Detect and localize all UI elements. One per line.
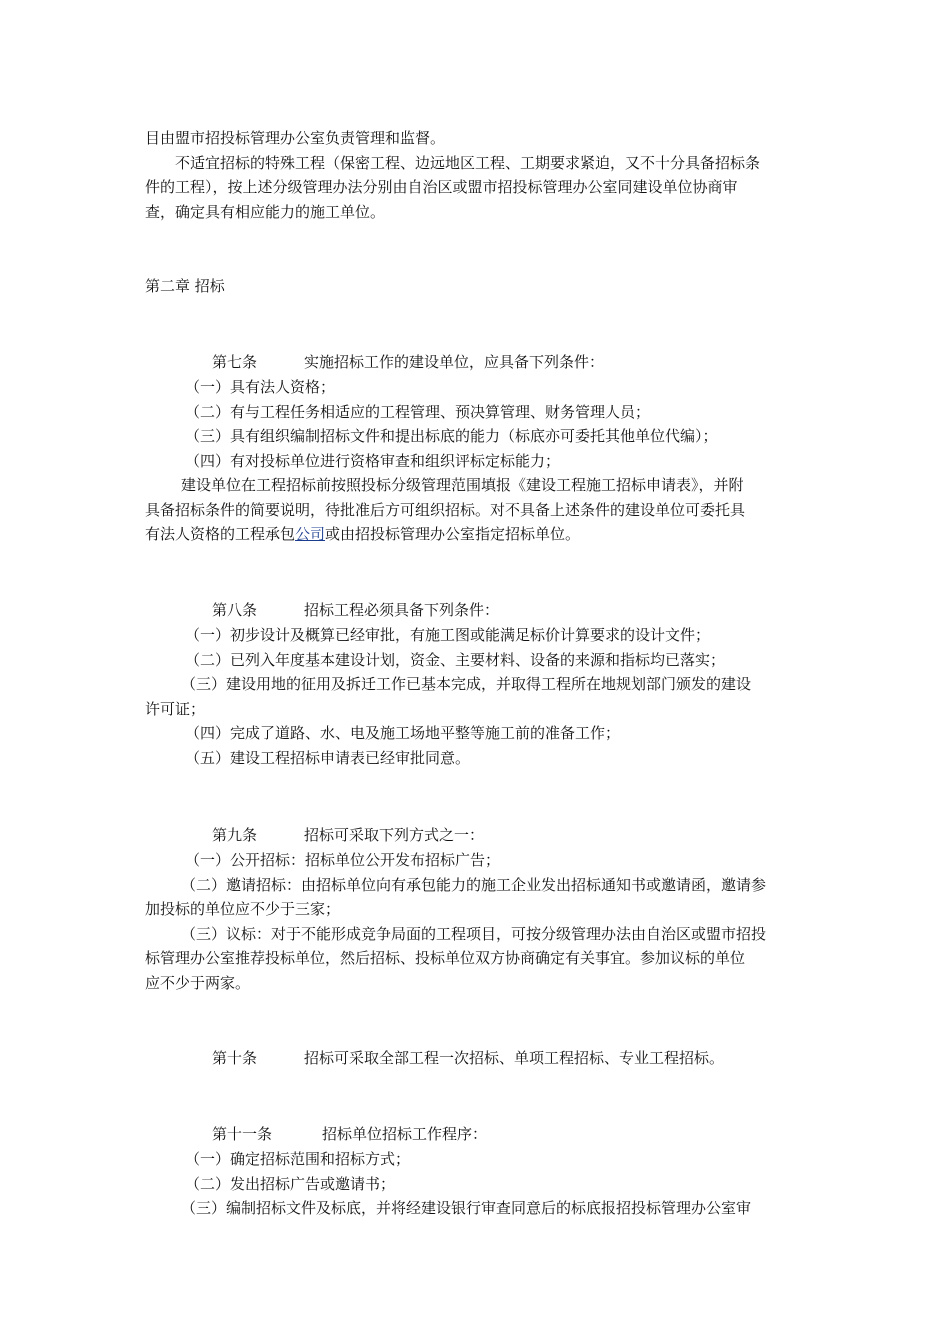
list-item: （三）具有组织编制招标文件和提出标底的能力（标底亦可委托其他单位代编）； — [185, 427, 718, 445]
paragraph-text: 有法人资格的工程承包 — [145, 525, 296, 543]
chapter-heading — [145, 274, 810, 299]
list-item-continued: 应不少于两家。 — [145, 973, 251, 992]
article-number: 第十一条 — [212, 1125, 273, 1143]
article-7-items — [145, 375, 810, 547]
chapter-title: 第二章 招标 — [145, 277, 225, 295]
list-item: （三）议标：对于不能形成竞争局面的工程项目，可按分级管理办法由自治区或盟市招投 — [181, 924, 767, 943]
list-item-continued: 标管理办公室推荐投标单位，然后招标、投标单位双方协商确定有关事宜。参加议标的单位 — [145, 949, 746, 967]
intro-line: 不适宜招标的特殊工程（保密工程、边远地区工程、工期要求紧迫，又不十分具备招标条 — [175, 153, 761, 172]
article-number: 第七条 — [212, 353, 258, 371]
company-link[interactable]: 公司 — [295, 525, 326, 543]
list-item: （五）建设工程招标申请表已经审批同意。 — [185, 748, 471, 767]
article-11-items — [145, 1147, 810, 1221]
list-item: （三）编制招标文件及标底，并将经建设银行审查同意后的标底报招投标管理办公室审 — [181, 1199, 752, 1217]
article-10-heading — [212, 1046, 724, 1071]
article-number: 第十条 — [212, 1049, 258, 1067]
article-8-items — [145, 623, 810, 770]
article-text: 招标单位招标工作程序： — [322, 1125, 488, 1143]
article-number: 第九条 — [212, 826, 258, 844]
list-item-continued: 加投标的单位应不少于三家； — [145, 900, 341, 918]
list-item-continued: 许可证； — [145, 699, 206, 718]
list-item: （二）有与工程任务相适应的工程管理、预决算管理、财务管理人员； — [185, 402, 651, 421]
list-item: （三）建设用地的征用及拆迁工作已基本完成，并取得工程所在地规划部门颁发的建设 — [181, 675, 752, 693]
paragraph-line — [145, 522, 810, 547]
paragraph-line: 建设单位在工程招标前按照投标分级管理范围填报《建设工程施工招标申请表》，并附 — [181, 476, 744, 494]
list-item: （一）确定招标范围和招标方式； — [185, 1150, 411, 1168]
list-item: （一）公开招标：招标单位公开发布招标广告； — [185, 851, 501, 869]
list-item: （二）发出招标广告或邀请书； — [185, 1174, 396, 1193]
article-number: 第八条 — [212, 601, 258, 619]
list-item: （一）具有法人资格； — [185, 378, 336, 396]
list-item: （二）已列入年度基本建设计划，资金、主要材料、设备的来源和指标均已落实； — [185, 650, 726, 669]
article-8-heading — [212, 598, 499, 623]
article-9-items — [145, 848, 810, 995]
paragraph-line: 具备招标条件的简要说明，待批准后方可组织招标。对不具备上述条件的建设单位可委托具 — [145, 500, 746, 519]
list-item: （四）有对投标单位进行资格审查和组织评标定标能力； — [185, 451, 561, 470]
article-11-heading — [212, 1122, 487, 1147]
article-text: 招标工程必须具备下列条件： — [304, 601, 500, 619]
intro-line: 目由盟市招投标管理办公室负责管理和监督。 — [145, 129, 446, 147]
list-item: （四）完成了道路、水、电及施工场地平整等施工前的准备工作； — [185, 724, 621, 742]
list-item: （二）邀请招标：由招标单位向有承包能力的施工企业发出招标通知书或邀请函，邀请参 — [181, 875, 767, 894]
article-7-heading — [212, 350, 604, 375]
article-text: 招标可采取下列方式之一： — [304, 826, 485, 844]
paragraph-text: 或由招投标管理办公室指定招标单位。 — [325, 525, 581, 543]
intro-paragraph — [145, 126, 810, 224]
article-text: 实施招标工作的建设单位，应具备下列条件： — [304, 353, 605, 371]
article-text: 招标可采取全部工程一次招标、单项工程招标、专业工程招标。 — [304, 1049, 725, 1067]
article-9-heading — [212, 823, 484, 848]
intro-line: 件的工程），按上述分级管理办法分别由自治区或盟市招投标管理办公室同建设单位协商审 — [145, 178, 738, 196]
list-item: （一）初步设计及概算已经审批，有施工图或能满足标价计算要求的设计文件； — [185, 626, 711, 644]
intro-line: 查，确定具有相应能力的施工单位。 — [145, 202, 386, 221]
